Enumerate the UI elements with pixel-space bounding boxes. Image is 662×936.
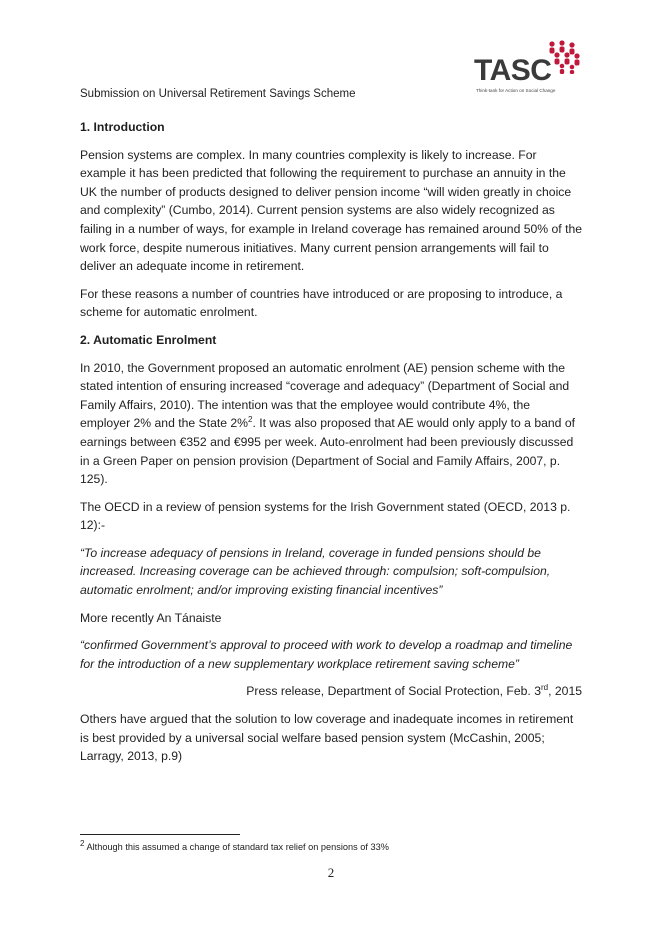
quote-source-ordinal: rd [540, 683, 549, 693]
ae-heading: 2. Automatic Enrolment [80, 332, 217, 347]
intro-paragraph-1: Pension systems are complex. In many countries complexity is likely to increase. For example it has been predicted that following the requirement to purchase an annuity in the UK the number of products designed to deliver pension income “will widen greatly in choice and complexity” (Cumbo, 2014). Current pension systems are also widely recognized as failing in a number of ways, for example in Ireland coverage has remained around 50% of the work force, despite numerous initiatives. Many current pension arrangements will fail to deliver an adequate income in retirement. [80, 147, 583, 274]
body-text [80, 118, 582, 775]
page-number: 2 [327, 865, 335, 880]
footnote [80, 838, 389, 852]
intro-paragraph-2: For these reasons a number of countries have introduced or are proposing to introduce, a scheme for automatic enrolment. [80, 286, 563, 320]
running-header: Submission on Universal Retirement Savings Scheme [80, 88, 356, 100]
ae-paragraph-2: The OECD in a review of pension systems for the Irish Government stated (OECD, 2013 p. 12):- [80, 499, 571, 533]
quote-source-text-b: , 2015 [548, 684, 582, 699]
ae-paragraph-1-text-b: . It was also proposed that AE would only apply to a band of earnings between €352 and €995 per week. Auto-enrolment had been previously discussed in a Green Paper on pension provision (Department of Social and Family Affairs, 2007, p. 125). [80, 416, 575, 487]
ae-paragraph-1-text-a: In 2010, the Government proposed an automatic enrolment (AE) pension scheme with the stated intention of ensuring increased “coverage and adequacy” (Department of Social and Family Affairs, 2010). The intention was that the employee would contribute 4%, the employer 2% and the State 2% [80, 360, 570, 431]
intro-heading: 1. Introduction [80, 120, 165, 134]
logo-tagline: Think-tank for Action on Social Change [476, 88, 556, 93]
quote-source-text-a: Press release, Department of Social Protection, Feb. 3 [246, 684, 541, 699]
ae-paragraph-1 [80, 359, 582, 489]
oecd-quote: “To increase adequacy of pensions in Ireland, coverage in funded pensions should be increased. Increasing coverage can be achieved through: compulsion; soft-compulsion, automatic enrolment; and/or improving existing financial incentives” [80, 545, 551, 598]
ae-paragraph-4: Others have argued that the solution to low coverage and inadequate incomes in retirement is best provided by a universal social welfare based pension system (McCashin, 2005; Larragy, 2013, p.9) [80, 712, 574, 764]
footnote-divider [80, 834, 240, 835]
footnote-marker: 2 [80, 838, 85, 848]
footnote-ref: 2 [248, 415, 253, 425]
footnote-text: Although this assumed a change of standard tax relief on pensions of 33% [84, 842, 389, 852]
quote-source [80, 682, 582, 701]
logo-text: TASC [474, 54, 552, 87]
tasc-logo [474, 40, 586, 102]
tanaiste-quote: “confirmed Government’s approval to proceed with work to develop a roadmap and timeline for the introduction of a new supplementary workplace retirement saving scheme” [80, 638, 573, 671]
ae-paragraph-3: More recently An Tánaiste [80, 610, 222, 625]
